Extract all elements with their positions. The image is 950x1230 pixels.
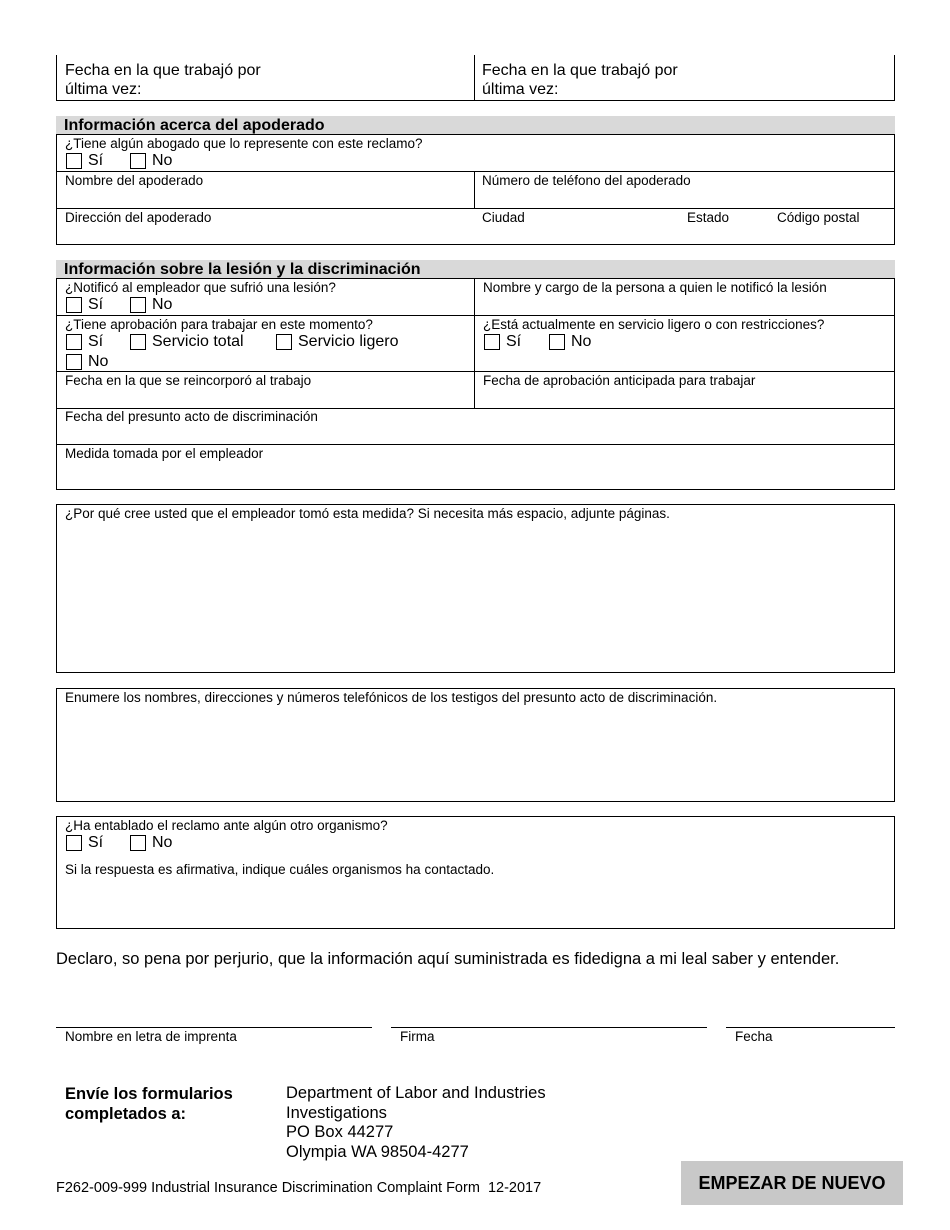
signature-line[interactable] [391,1027,707,1028]
approval-yes-label: Sí [88,333,104,350]
mailing-address [286,1084,546,1162]
notified-yes-checkbox[interactable] [66,297,82,313]
last-worked-label-left: Fecha en la que trabajó por última vez: [65,62,261,98]
why-label: ¿Por qué cree usted que el empleador tomó esta medida? Si necesita más espacio, adjunte páginas. [65,506,670,521]
last-worked-label-right: Fecha en la que trabajó por última vez: [482,62,678,98]
attorney-question: ¿Tiene algún abogado que lo represente con este reclamo? [65,136,423,151]
attorney-name-field[interactable]: Nombre del apoderado [65,173,204,188]
divider [56,315,895,316]
attorney-yes-option[interactable] [66,152,103,170]
approval-yes-option[interactable] [66,333,103,351]
approval-full-duty-label: Servicio total [152,333,244,350]
divider [56,444,895,445]
light-duty-no-checkbox[interactable] [549,334,565,350]
employer-action-field[interactable]: Medida tomada por el empleador [65,446,264,461]
attorney-no-option[interactable] [130,152,172,170]
attorney-yes-label: Sí [88,152,104,169]
attorney-zip-field[interactable]: Código postal [777,210,860,225]
agency-no-checkbox[interactable] [130,835,146,851]
attorney-phone-field[interactable]: Número de teléfono del apoderado [482,173,691,188]
notified-yes-option[interactable] [66,296,103,314]
divider [474,278,475,408]
print-name-line[interactable] [56,1027,372,1028]
divider [56,371,895,372]
approval-yes-checkbox[interactable] [66,334,82,350]
attorney-yes-checkbox[interactable] [66,153,82,169]
approval-no-option[interactable] [66,353,108,371]
approval-light-duty-checkbox[interactable] [276,334,292,350]
agency-yes-label: Sí [88,834,104,851]
light-duty-yes-checkbox[interactable] [484,334,500,350]
approval-no-checkbox[interactable] [66,354,82,370]
address-line-3: PO Box 44277 [286,1123,394,1141]
witnesses-label: Enumere los nombres, direcciones y números telefónicos de los testigos del presunto acto de discriminación. [65,690,718,705]
notified-no-option[interactable] [130,296,172,314]
light-duty-yes-option[interactable] [484,333,521,351]
agency-yes-checkbox[interactable] [66,835,82,851]
divider [474,171,475,208]
agency-followup-field[interactable]: Si la respuesta es afirmativa, indique cuáles organismos ha contactado. [65,862,495,877]
approval-no-label: No [88,353,109,370]
notified-yes-label: Sí [88,296,104,313]
notified-no-checkbox[interactable] [130,297,146,313]
notified-question: ¿Notificó al empleador que sufrió una lesión? [65,280,336,295]
divider [56,171,895,172]
notified-person-field[interactable]: Nombre y cargo de la persona a quien le notificó la lesión [483,280,827,295]
attorney-city-field[interactable]: Ciudad [482,210,525,225]
address-line-4: Olympia WA 98504-4277 [286,1142,469,1161]
form-id: F262-009-999 Industrial Insurance Discrimination Complaint Form 12-2017 [56,1180,542,1196]
injury-section-heading: Información sobre la lesión y la discriminación [56,260,895,279]
print-name-label: Nombre en letra de imprenta [65,1029,237,1044]
send-to-label [65,1084,233,1124]
divider [56,208,895,209]
divider [474,55,475,101]
address-line-1: Department of Labor and Industries [286,1084,546,1102]
approval-full-duty-checkbox[interactable] [130,334,146,350]
light-duty-no-option[interactable] [549,333,591,351]
notified-no-label: No [152,296,173,313]
agency-no-option[interactable] [130,834,172,852]
approval-light-duty-option[interactable] [276,333,398,351]
agency-yes-option[interactable] [66,834,103,852]
send-to-label-line2: completados a: [65,1105,187,1123]
anticipated-date-field[interactable]: Fecha de aprobación anticipada para trabajar [483,373,756,388]
light-duty-question: ¿Está actualmente en servicio ligero o con restricciones? [483,317,825,332]
address-line-2: Investigations [286,1103,387,1122]
approval-full-duty-option[interactable] [130,333,244,351]
discrimination-date-field[interactable]: Fecha del presunto acto de discriminación [65,409,318,424]
declaration-text: Declaro, so pena por perjurio, que la información aquí suministrada es fidedigna a mi leal saber y entender. [56,950,840,968]
agency-no-label: No [152,834,173,851]
agency-question: ¿Ha entablado el reclamo ante algún otro organismo? [65,818,388,833]
light-duty-no-label: No [571,333,592,350]
send-to-label-line1: Envíe los formularios [65,1085,233,1103]
approval-question: ¿Tiene aprobación para trabajar en este momento? [65,317,373,332]
attorney-section-heading: Información acerca del apoderado [56,116,895,135]
attorney-no-checkbox[interactable] [130,153,146,169]
attorney-no-label: No [152,152,173,169]
date-label: Fecha [735,1029,773,1044]
signature-label: Firma [400,1029,435,1044]
light-duty-yes-label: Sí [506,333,522,350]
restart-button[interactable]: EMPEZAR DE NUEVO [681,1161,903,1205]
approval-light-duty-label: Servicio ligero [298,333,399,350]
date-line[interactable] [726,1027,895,1028]
attorney-address-field[interactable]: Dirección del apoderado [65,210,212,225]
why-textarea[interactable] [56,504,895,673]
return-date-field[interactable]: Fecha en la que se reincorporó al trabajo [65,373,312,388]
attorney-state-field[interactable]: Estado [687,210,730,225]
